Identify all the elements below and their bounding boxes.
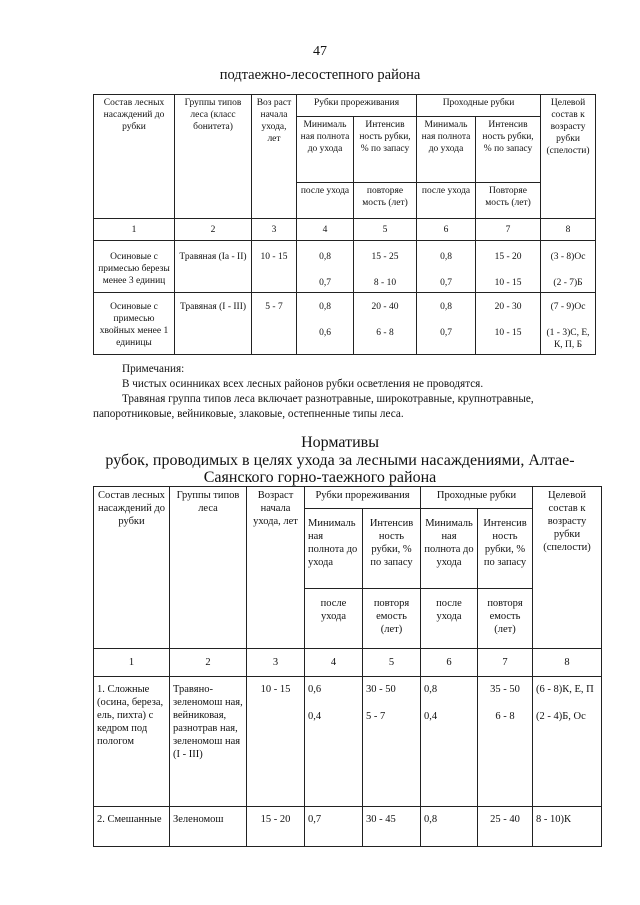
header-intensity-passage: Интенсив ность рубки, % по запасу bbox=[478, 509, 533, 589]
notes-title: Примечания: bbox=[122, 363, 185, 375]
column-number: 1 bbox=[94, 219, 175, 241]
value: 15 - 20 bbox=[494, 252, 522, 262]
value: 6 - 8 bbox=[495, 711, 515, 722]
header-after-passage: после ухода bbox=[421, 589, 478, 649]
age-cell: 10 - 15 bbox=[252, 241, 297, 293]
value: 10 - 15 bbox=[494, 328, 522, 338]
passage-intensity-cell bbox=[478, 677, 533, 807]
thinning-min-cell bbox=[305, 677, 363, 807]
age-cell: 15 - 20 bbox=[247, 807, 305, 847]
header-target: Целевой состав к возрасту рубки (спелости) bbox=[541, 95, 596, 219]
header-thinning: Рубки прореживания bbox=[305, 487, 421, 509]
column-number: 4 bbox=[305, 649, 363, 677]
value: 30 - 50 bbox=[366, 684, 396, 695]
header-after-passage: после ухода bbox=[417, 183, 476, 219]
column-number: 8 bbox=[533, 649, 602, 677]
column-number: 6 bbox=[417, 219, 476, 241]
thinning-min-cell bbox=[297, 241, 354, 293]
passage-min-cell: 0,8 bbox=[421, 807, 478, 847]
table1 bbox=[93, 94, 596, 355]
composition-cell: Осиновые с примесью березы менее 3 единиц bbox=[94, 241, 175, 293]
notes-line: В чистых осинниках всех лесных районов рубки осветления не проводятся. bbox=[122, 378, 484, 390]
table2-subtitle: Саянского горно-таежного района bbox=[203, 469, 437, 486]
table-row bbox=[94, 241, 596, 293]
header-min-density-passage: Минималь ная полнота до ухода bbox=[417, 117, 476, 183]
column-number: 6 bbox=[421, 649, 478, 677]
header-repeat: повторя емость (лет) bbox=[363, 589, 421, 649]
header-repeat: повторяе мость (лет) bbox=[354, 183, 417, 219]
value: 20 - 30 bbox=[494, 302, 522, 312]
value: 35 - 50 bbox=[490, 684, 520, 695]
value: 20 - 40 bbox=[371, 302, 399, 312]
header-intensity: Интенсив ность рубки, % по запасу bbox=[363, 509, 421, 589]
column-number: 3 bbox=[247, 649, 305, 677]
header-passage: Проходные рубки bbox=[417, 95, 541, 117]
value: (2 - 4)Б, Ос bbox=[536, 711, 586, 722]
column-number: 5 bbox=[363, 649, 421, 677]
table2-title: Нормативы bbox=[301, 434, 379, 451]
table-row bbox=[94, 677, 602, 807]
passage-intensity-cell bbox=[476, 293, 541, 355]
composition-cell: 1. Сложные (осина, береза, ель, пихта) с кедром под пологом bbox=[94, 677, 170, 807]
value: 0,8 bbox=[424, 684, 438, 695]
header-age: Возраст начала ухода, лет bbox=[247, 487, 305, 649]
value: 0,8 bbox=[440, 302, 452, 312]
value: 0,6 bbox=[319, 328, 331, 338]
passage-intensity-cell bbox=[476, 241, 541, 293]
value: 0,4 bbox=[424, 711, 438, 722]
value: 5 - 7 bbox=[366, 711, 386, 722]
value: 0,8 bbox=[319, 302, 331, 312]
value: 0,4 bbox=[308, 711, 322, 722]
value: (2 - 7)Б bbox=[553, 278, 583, 288]
composition-cell: 2. Смешанные bbox=[94, 807, 170, 847]
column-number: 2 bbox=[175, 219, 252, 241]
value: (1 - 3)С, Е, К, П, Б bbox=[546, 328, 590, 350]
thinning-intensity-cell bbox=[354, 293, 417, 355]
value: 6 - 8 bbox=[376, 328, 394, 338]
table-row bbox=[94, 807, 602, 847]
notes-line: папоротниковые, вейниковые, злаковые, остепненные типы леса. bbox=[93, 408, 404, 420]
column-numbers-row bbox=[94, 219, 596, 241]
header-after: после ухода bbox=[305, 589, 363, 649]
header-min-density-passage: Минималь ная полнота до ухода bbox=[421, 509, 478, 589]
passage-min-cell bbox=[421, 677, 478, 807]
table-row bbox=[94, 293, 596, 355]
thinning-intensity-cell bbox=[363, 677, 421, 807]
passage-min-cell bbox=[417, 241, 476, 293]
passage-min-cell bbox=[417, 293, 476, 355]
groups-cell: Травяная (I - III) bbox=[175, 293, 252, 355]
table2-subtitle: рубок, проводимых в целях ухода за лесными насаждениями, Алтае- bbox=[105, 452, 575, 469]
value: (3 - 8)Ос bbox=[550, 252, 586, 262]
thinning-intensity-cell bbox=[354, 241, 417, 293]
header-intensity: Интенсив ность рубки, % по запасу bbox=[354, 117, 417, 183]
composition-cell: Осиновые с примесью хвойных менее 1 единицы bbox=[94, 293, 175, 355]
page-number: 47 bbox=[313, 44, 327, 59]
value: 0,8 bbox=[440, 252, 452, 262]
target-cell bbox=[541, 241, 596, 293]
thinning-intensity-cell: 30 - 45 bbox=[363, 807, 421, 847]
value: 0,7 bbox=[440, 328, 452, 338]
target-cell bbox=[533, 677, 602, 807]
column-number: 2 bbox=[170, 649, 247, 677]
column-number: 4 bbox=[297, 219, 354, 241]
groups-cell: Травяно-зеленомош ная, вейниковая, разнотрав ная, зеленомош ная (I - III) bbox=[170, 677, 247, 807]
passage-intensity-cell: 25 - 40 bbox=[478, 807, 533, 847]
thinning-min-cell bbox=[297, 293, 354, 355]
groups-cell: Зеленомош bbox=[170, 807, 247, 847]
column-number: 5 bbox=[354, 219, 417, 241]
header-passage: Проходные рубки bbox=[421, 487, 533, 509]
value: 8 - 10 bbox=[373, 278, 397, 288]
header-thinning: Рубки прореживания bbox=[297, 95, 417, 117]
header-repeat-passage: Повторяе мость (лет) bbox=[476, 183, 541, 219]
column-number: 8 bbox=[541, 219, 596, 241]
column-number: 7 bbox=[476, 219, 541, 241]
age-cell: 5 - 7 bbox=[252, 293, 297, 355]
header-target: Целевой состав к возрасту рубки (спелости) bbox=[533, 487, 602, 649]
header-after: после ухода bbox=[297, 183, 354, 219]
header-forest-groups: Группы типов леса (класс бонитета) bbox=[175, 95, 252, 219]
header-repeat-passage: повторя емость (лет) bbox=[478, 589, 533, 649]
target-cell: 8 - 10)К bbox=[533, 807, 602, 847]
thinning-min-cell: 0,7 bbox=[305, 807, 363, 847]
value: (7 - 9)Ос bbox=[550, 302, 586, 312]
value: 10 - 15 bbox=[494, 278, 522, 288]
header-intensity-passage: Интенсив ность рубки, % по запасу bbox=[476, 117, 541, 183]
value: 0,7 bbox=[319, 278, 331, 288]
target-cell bbox=[541, 293, 596, 355]
column-number: 3 bbox=[252, 219, 297, 241]
header-forest-groups: Группы типов леса bbox=[170, 487, 247, 649]
table1-title: подтаежно-лесостепного района bbox=[219, 67, 421, 83]
column-number: 1 bbox=[94, 649, 170, 677]
value: 0,6 bbox=[308, 684, 322, 695]
column-number: 7 bbox=[478, 649, 533, 677]
header-min-density: Минималь ная полнота до ухода bbox=[305, 509, 363, 589]
value: (6 - 8)К, Е, П bbox=[536, 684, 594, 695]
value: 0,7 bbox=[440, 278, 452, 288]
header-composition: Состав лесных насаждений до рубки bbox=[94, 487, 170, 649]
value: 0,8 bbox=[319, 252, 331, 262]
age-cell: 10 - 15 bbox=[247, 677, 305, 807]
header-age: Воз раст начала ухода, лет bbox=[252, 95, 297, 219]
table2 bbox=[93, 486, 602, 847]
header-min-density: Минималь ная полнота до ухода bbox=[297, 117, 354, 183]
value: 15 - 25 bbox=[371, 252, 399, 262]
header-composition: Состав лесных насаждений до рубки bbox=[94, 95, 175, 219]
column-numbers-row bbox=[94, 649, 602, 677]
notes-line: Травяная группа типов леса включает разнотравные, широкотравные, крупнотравные, bbox=[122, 393, 534, 405]
groups-cell: Травяная (Ia - II) bbox=[175, 241, 252, 293]
